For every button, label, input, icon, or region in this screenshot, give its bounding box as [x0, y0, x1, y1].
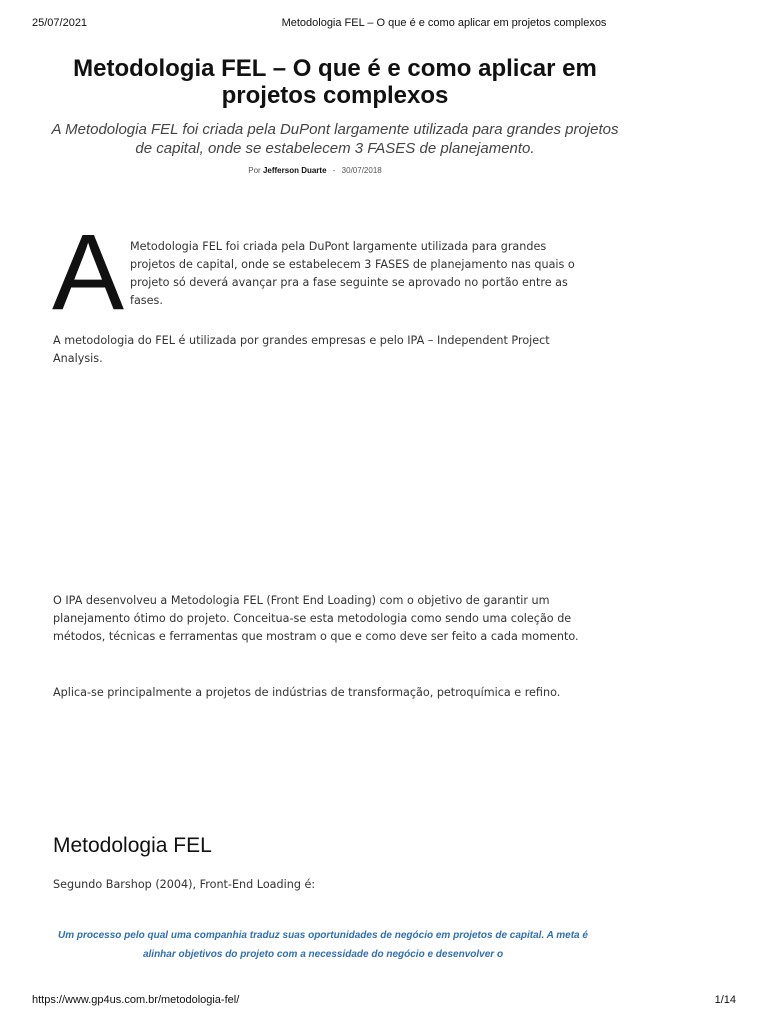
byline-separator: - [332, 166, 336, 175]
intro-paragraph: Metodologia FEL foi criada pela DuPont largamente utilizada para grandes projetos de capital, onde se estabelecem 3 FASES de planejamento nas quais o projeto só deverá avançar pra a fase seguinte se aprovado no portão entre as fases. [130, 240, 575, 307]
byline [0, 166, 630, 175]
publish-date: 30/07/2018 [341, 166, 382, 175]
paragraph-ipa-development: O IPA desenvolveu a Metodologia FEL (Front End Loading) com o objetivo de garantir um planejamento ótimo do projeto. Conceitua-se esta metodologia como sendo uma coleção de métodos, técnicas e ferramentas que mostram o que e como deve ser feito a cada momento. [53, 594, 579, 643]
print-date: 25/07/2021 [32, 17, 88, 29]
print-document-title: Metodologia FEL – O que é e como aplicar em projetos complexos [281, 17, 607, 29]
section-heading: Metodologia FEL [53, 834, 212, 857]
page-number: 1/14 [714, 994, 736, 1006]
paragraph-application: Aplica-se principalmente a projetos de indústrias de transformação, petroquímica e refino. [53, 686, 561, 699]
drop-cap-letter: A [52, 211, 125, 332]
byline-prefix: Por [248, 166, 261, 175]
article-subtitle: A Metodologia FEL foi criada pela DuPont largamente utilizada para grandes projetos de capital, onde se estabelecem 3 FASES de planejamento. [51, 121, 619, 157]
article-title: Metodologia FEL – O que é e como aplicar em projetos complexos [73, 55, 597, 109]
print-footer [32, 994, 736, 1008]
page-url: https://www.gp4us.com.br/metodologia-fel/ [32, 994, 240, 1006]
paragraph-ipa-usage: A metodologia do FEL é utilizada por grandes empresas e pelo IPA – Independent Project Analysis. [53, 334, 550, 365]
author-link[interactable]: Jefferson Duarte [262, 166, 327, 175]
print-header [32, 17, 736, 31]
blockquote: Um processo pelo qual uma companhia traduz suas oportunidades de negócio em projetos de capital. A meta é alinhar objetivos do projeto com a necessidade do negócio e desenvolver o [58, 930, 588, 960]
section-intro-paragraph: Segundo Barshop (2004), Front-End Loading é: [53, 878, 316, 891]
